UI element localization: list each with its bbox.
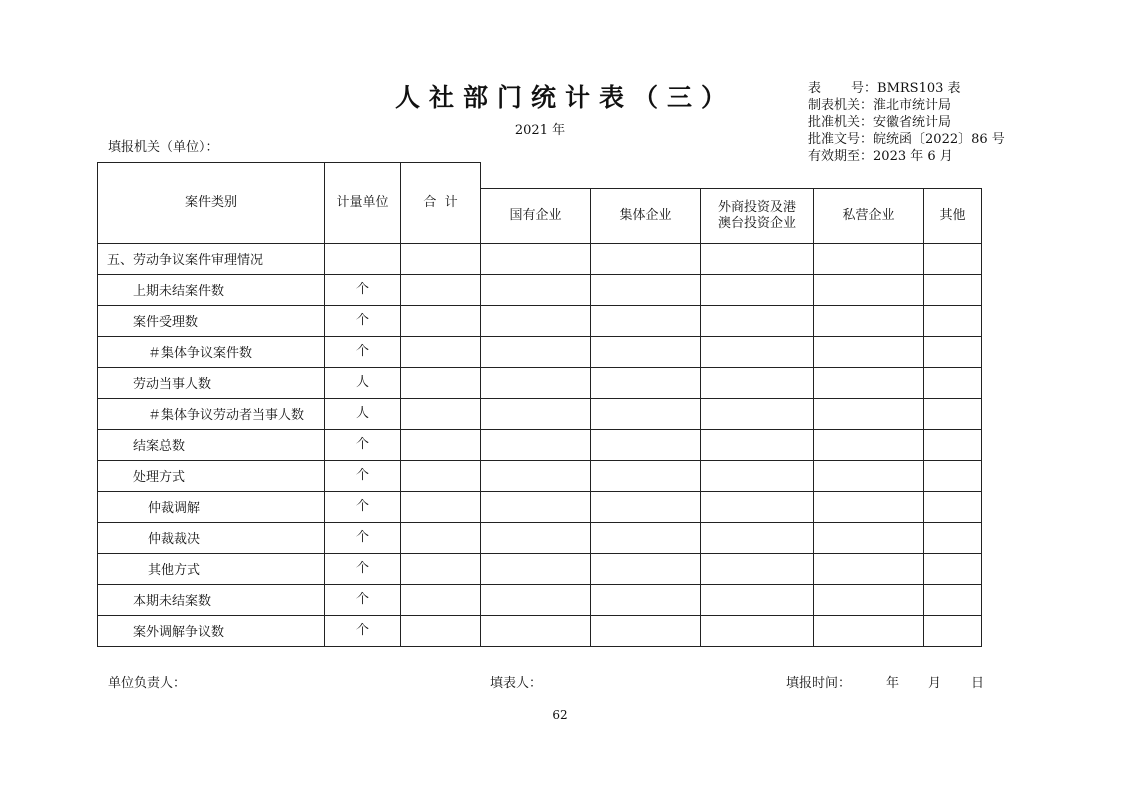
row-label: ＃集体争议案件数 [98,336,325,367]
row-label: 本期未结案数 [98,584,325,615]
table-row [98,429,982,460]
cell-total[interactable] [401,367,481,398]
meta-form-number: 表号 ： BMRS103 表 [808,81,961,96]
cell-foreign[interactable] [701,305,814,336]
header-total: 合 计 [401,163,481,244]
cell-collective[interactable] [591,522,701,553]
cell-private[interactable] [814,305,924,336]
cell-total[interactable] [401,274,481,305]
cell-private[interactable] [814,553,924,584]
cell-foreign[interactable] [701,553,814,584]
meta-approval-number: 批准文号 ： 皖统函〔2022〕86 号 [808,132,1005,147]
cell-foreign[interactable] [701,615,814,646]
cell-collective[interactable] [591,615,701,646]
row-label: 结案总数 [98,429,325,460]
cell-foreign[interactable] [701,336,814,367]
form-title: 人社部门统计表（三） [394,83,735,112]
fill-time-day: 日 [971,676,985,691]
cell-foreign[interactable] [701,491,814,522]
meta-issuer: 制表机关 ： 淮北市统计局 [808,98,952,113]
cell-private[interactable] [814,584,924,615]
table-header-row [98,163,982,189]
cell-state-owned[interactable] [481,305,591,336]
row-unit: 个 [325,305,401,336]
cell-collective[interactable] [591,398,701,429]
cell-other[interactable] [924,336,982,367]
cell-foreign[interactable] [701,460,814,491]
row-unit: 个 [325,491,401,522]
cell-collective[interactable] [591,429,701,460]
fill-time-label: 填报时间： [786,676,852,691]
cell-total[interactable] [401,553,481,584]
row-unit: 个 [325,429,401,460]
cell-foreign[interactable] [701,584,814,615]
cell-other[interactable] [924,305,982,336]
header-collective: 集体企业 [591,188,701,243]
table-row [98,584,982,615]
cell-total[interactable] [401,491,481,522]
row-label: 案件受理数 [98,305,325,336]
header-foreign-hk-mo-tw: 外商投资及港澳台投资企业 [701,188,814,243]
cell-private[interactable] [814,398,924,429]
cell-state-owned[interactable] [481,522,591,553]
cell-collective[interactable] [591,584,701,615]
cell-private[interactable] [814,367,924,398]
cell-total[interactable] [401,584,481,615]
cell-other[interactable] [924,367,982,398]
row-label: ＃集体争议劳动者当事人数 [98,398,325,429]
cell-state-owned[interactable] [481,336,591,367]
row-unit: 个 [325,615,401,646]
meta-valid-until-key: 有效期至 [808,149,861,164]
row-unit [325,243,401,274]
cell-foreign[interactable] [701,522,814,553]
cell-collective[interactable] [591,336,701,367]
table-row [98,367,982,398]
cell-state-owned[interactable] [481,398,591,429]
row-unit: 人 [325,367,401,398]
row-label: 处理方式 [98,460,325,491]
cell-collective[interactable] [591,553,701,584]
row-unit: 个 [325,336,401,367]
table-row [98,398,982,429]
report-year: 2021 年 [514,123,566,138]
row-unit: 个 [325,553,401,584]
cell-state-owned[interactable] [481,553,591,584]
meta-form-number-key: 表号 [808,81,864,96]
table-row [98,491,982,522]
cell-other[interactable] [924,615,982,646]
cell-private[interactable] [814,615,924,646]
table-row [98,274,982,305]
table-row [98,336,982,367]
cell-state-owned[interactable] [481,615,591,646]
meta-approver: 批准机关 ： 安徽省统计局 [808,115,952,130]
meta-approver-value: 安徽省统计局 [873,115,952,130]
cell-collective[interactable] [591,305,701,336]
cell-total[interactable] [401,615,481,646]
table-row [98,460,982,491]
row-unit: 个 [325,274,401,305]
cell-private[interactable] [814,274,924,305]
meta-valid-until-value: 2023 年 6 月 [873,149,953,164]
cell-state-owned[interactable] [481,429,591,460]
cell-other[interactable] [924,429,982,460]
cell-total[interactable] [401,243,481,274]
cell-foreign[interactable] [701,243,814,274]
row-unit: 个 [325,522,401,553]
preparer-label: 填表人： [490,676,543,691]
cell-collective[interactable] [591,460,701,491]
meta-valid-until: 有效期至 ： 2023 年 6 月 [808,149,953,164]
row-unit: 个 [325,460,401,491]
cell-state-owned[interactable] [481,584,591,615]
cell-other[interactable] [924,553,982,584]
cell-other[interactable] [924,274,982,305]
row-label: 案外调解争议数 [98,615,325,646]
filing-unit-label: 填报机关（单位）： [108,140,219,155]
cell-foreign[interactable] [701,429,814,460]
table-row [98,553,982,584]
meta-form-number-value: BMRS103 表 [877,81,961,96]
meta-approver-key: 批准机关 [808,115,861,130]
row-label: 劳动当事人数 [98,367,325,398]
row-label: 五、劳动争议案件审理情况 [98,243,325,274]
table-row [98,305,982,336]
cell-collective[interactable] [591,367,701,398]
row-label: 其他方式 [98,553,325,584]
header-state-owned: 国有企业 [481,188,591,243]
fill-time-year: 年 [886,676,900,691]
meta-issuer-value: 淮北市统计局 [873,98,952,113]
cell-total[interactable] [401,522,481,553]
header-other: 其他 [924,188,982,243]
table-row [98,615,982,646]
cell-private[interactable] [814,243,924,274]
cell-total[interactable] [401,305,481,336]
cell-other[interactable] [924,460,982,491]
row-unit: 人 [325,398,401,429]
header-category: 案件类别 [98,163,325,244]
cell-collective[interactable] [591,274,701,305]
cell-total[interactable] [401,460,481,491]
cell-other[interactable] [924,243,982,274]
fill-time-month: 月 [928,676,942,691]
cell-state-owned[interactable] [481,243,591,274]
statistics-table [97,162,982,647]
table-row [98,522,982,553]
cell-foreign[interactable] [701,367,814,398]
meta-approval-number-value: 皖统函〔2022〕86 号 [873,132,1005,147]
cell-foreign[interactable] [701,274,814,305]
meta-issuer-key: 制表机关 [808,98,861,113]
cell-state-owned[interactable] [481,460,591,491]
header-unit: 计量单位 [325,163,401,244]
cell-state-owned[interactable] [481,367,591,398]
cell-state-owned[interactable] [481,274,591,305]
cell-foreign[interactable] [701,398,814,429]
row-label: 仲裁裁决 [98,522,325,553]
header-private: 私营企业 [814,188,924,243]
cell-private[interactable] [814,522,924,553]
head-of-unit-label: 单位负责人： [108,676,187,691]
cell-private[interactable] [814,429,924,460]
table-row [98,243,982,274]
cell-total[interactable] [401,398,481,429]
page-number: 62 [552,708,568,722]
cell-private[interactable] [814,336,924,367]
cell-private[interactable] [814,460,924,491]
cell-other[interactable] [924,491,982,522]
header-group-spacer [481,163,982,189]
cell-collective[interactable] [591,243,701,274]
cell-collective[interactable] [591,491,701,522]
cell-total[interactable] [401,336,481,367]
row-label: 上期未结案件数 [98,274,325,305]
meta-approval-number-key: 批准文号 [808,132,861,147]
cell-state-owned[interactable] [481,491,591,522]
row-label: 仲裁调解 [98,491,325,522]
cell-other[interactable] [924,522,982,553]
cell-other[interactable] [924,584,982,615]
cell-other[interactable] [924,398,982,429]
cell-total[interactable] [401,429,481,460]
form-meta-block [808,80,1005,165]
cell-private[interactable] [814,491,924,522]
row-unit: 个 [325,584,401,615]
